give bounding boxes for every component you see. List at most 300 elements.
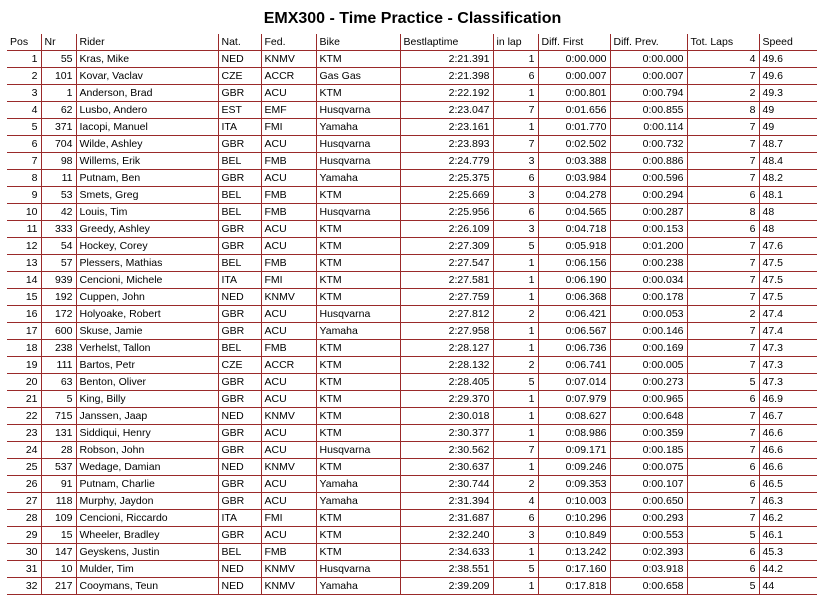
cell-fed: ACCR (261, 68, 316, 85)
cell-bestlaptime: 2:27.958 (400, 323, 493, 340)
cell-bike: Yamaha (316, 476, 400, 493)
cell-diff-prev: 0:00.794 (610, 85, 687, 102)
cell-in-lap: 1 (493, 408, 538, 425)
cell-pos: 1 (7, 51, 41, 68)
cell-pos: 19 (7, 357, 41, 374)
cell-tot-laps: 6 (687, 561, 759, 578)
cell-nr: 131 (41, 425, 76, 442)
cell-in-lap: 1 (493, 272, 538, 289)
table-row (7, 340, 817, 357)
cell-pos: 25 (7, 459, 41, 476)
cell-fed: FMI (261, 510, 316, 527)
cell-bestlaptime: 2:27.547 (400, 255, 493, 272)
cell-rider: Wheeler, Bradley (76, 527, 218, 544)
cell-bike: KTM (316, 357, 400, 374)
cell-speed: 46.9 (759, 391, 817, 408)
table-row (7, 289, 817, 306)
cell-bike: KTM (316, 85, 400, 102)
table-row (7, 221, 817, 238)
cell-diff-prev: 0:00.293 (610, 510, 687, 527)
cell-diff-first: 0:00.000 (538, 51, 610, 68)
cell-speed: 47.5 (759, 289, 817, 306)
cell-bike: Husqvarna (316, 442, 400, 459)
cell-speed: 47.3 (759, 340, 817, 357)
cell-diff-first: 0:08.627 (538, 408, 610, 425)
cell-tot-laps: 7 (687, 68, 759, 85)
page-title: EMX300 - Time Practice - Classification (263, 10, 562, 27)
cell-nr: 704 (41, 136, 76, 153)
cell-nr: 11 (41, 170, 76, 187)
cell-speed: 49 (759, 102, 817, 119)
table-row (7, 306, 817, 323)
table-row (7, 323, 817, 340)
cell-pos: 8 (7, 170, 41, 187)
cell-speed: 47.4 (759, 306, 817, 323)
cell-pos: 32 (7, 578, 41, 595)
cell-rider: Janssen, Jaap (76, 408, 218, 425)
column-header-pos: Pos (7, 34, 41, 51)
cell-diff-first: 0:04.565 (538, 204, 610, 221)
cell-in-lap: 5 (493, 238, 538, 255)
cell-diff-prev: 0:00.034 (610, 272, 687, 289)
cell-nr: 54 (41, 238, 76, 255)
cell-rider: Wilde, Ashley (76, 136, 218, 153)
cell-rider: Holyoake, Robert (76, 306, 218, 323)
cell-nr: 939 (41, 272, 76, 289)
cell-diff-prev: 0:00.273 (610, 374, 687, 391)
column-header-bestlaptime: Bestlaptime (400, 34, 493, 51)
cell-diff-first: 0:07.014 (538, 374, 610, 391)
cell-nr: 715 (41, 408, 76, 425)
cell-bike: Husqvarna (316, 306, 400, 323)
cell-tot-laps: 7 (687, 493, 759, 510)
cell-in-lap: 2 (493, 476, 538, 493)
cell-rider: Putnam, Ben (76, 170, 218, 187)
cell-bike: KTM (316, 425, 400, 442)
cell-diff-prev: 0:00.287 (610, 204, 687, 221)
cell-diff-prev: 0:00.855 (610, 102, 687, 119)
cell-rider: King, Billy (76, 391, 218, 408)
cell-nat: GBR (218, 442, 261, 459)
cell-bestlaptime: 2:21.398 (400, 68, 493, 85)
cell-bike: Husqvarna (316, 204, 400, 221)
table-row (7, 561, 817, 578)
cell-rider: Kovar, Vaclav (76, 68, 218, 85)
cell-nr: 15 (41, 527, 76, 544)
cell-diff-first: 0:06.368 (538, 289, 610, 306)
cell-bike: KTM (316, 527, 400, 544)
cell-tot-laps: 7 (687, 340, 759, 357)
cell-diff-prev: 0:00.238 (610, 255, 687, 272)
cell-in-lap: 7 (493, 136, 538, 153)
cell-diff-first: 0:05.918 (538, 238, 610, 255)
cell-in-lap: 7 (493, 102, 538, 119)
cell-nat: GBR (218, 391, 261, 408)
cell-bestlaptime: 2:27.759 (400, 289, 493, 306)
cell-nr: 91 (41, 476, 76, 493)
cell-nr: 10 (41, 561, 76, 578)
cell-pos: 29 (7, 527, 41, 544)
cell-rider: Louis, Tim (76, 204, 218, 221)
cell-rider: Lusbo, Andero (76, 102, 218, 119)
cell-bestlaptime: 2:28.127 (400, 340, 493, 357)
cell-pos: 6 (7, 136, 41, 153)
cell-tot-laps: 7 (687, 357, 759, 374)
cell-nr: 600 (41, 323, 76, 340)
cell-fed: ACU (261, 170, 316, 187)
cell-rider: Willems, Erik (76, 153, 218, 170)
cell-speed: 47.5 (759, 272, 817, 289)
table-row (7, 578, 817, 595)
cell-tot-laps: 5 (687, 527, 759, 544)
cell-rider: Cencioni, Riccardo (76, 510, 218, 527)
cell-diff-prev: 0:00.169 (610, 340, 687, 357)
cell-diff-first: 0:03.984 (538, 170, 610, 187)
cell-tot-laps: 7 (687, 119, 759, 136)
cell-nr: 537 (41, 459, 76, 476)
cell-diff-first: 0:01.770 (538, 119, 610, 136)
cell-in-lap: 4 (493, 493, 538, 510)
cell-fed: KNMV (261, 408, 316, 425)
cell-diff-first: 0:06.736 (538, 340, 610, 357)
cell-speed: 49.6 (759, 51, 817, 68)
cell-nr: 111 (41, 357, 76, 374)
cell-bestlaptime: 2:30.744 (400, 476, 493, 493)
cell-in-lap: 1 (493, 578, 538, 595)
cell-speed: 49 (759, 119, 817, 136)
cell-diff-prev: 0:00.053 (610, 306, 687, 323)
column-header-rider: Rider (76, 34, 218, 51)
cell-diff-first: 0:03.388 (538, 153, 610, 170)
cell-in-lap: 1 (493, 340, 538, 357)
cell-speed: 48.7 (759, 136, 817, 153)
cell-nr: 147 (41, 544, 76, 561)
table-row (7, 408, 817, 425)
cell-pos: 11 (7, 221, 41, 238)
cell-nr: 101 (41, 68, 76, 85)
cell-bestlaptime: 2:30.637 (400, 459, 493, 476)
cell-diff-prev: 0:00.658 (610, 578, 687, 595)
cell-bestlaptime: 2:28.132 (400, 357, 493, 374)
cell-nr: 5 (41, 391, 76, 408)
cell-pos: 17 (7, 323, 41, 340)
cell-nat: GBR (218, 221, 261, 238)
cell-pos: 26 (7, 476, 41, 493)
cell-fed: FMI (261, 119, 316, 136)
cell-nr: 118 (41, 493, 76, 510)
cell-nr: 238 (41, 340, 76, 357)
classification-table (7, 34, 817, 595)
cell-diff-first: 0:17.160 (538, 561, 610, 578)
cell-pos: 16 (7, 306, 41, 323)
cell-fed: EMF (261, 102, 316, 119)
table-header-row (7, 34, 817, 51)
cell-diff-prev: 0:00.146 (610, 323, 687, 340)
cell-bestlaptime: 2:31.394 (400, 493, 493, 510)
table-row (7, 136, 817, 153)
cell-diff-prev: 0:00.007 (610, 68, 687, 85)
cell-rider: Iacopi, Manuel (76, 119, 218, 136)
cell-speed: 48.2 (759, 170, 817, 187)
cell-diff-prev: 0:00.294 (610, 187, 687, 204)
cell-nr: 109 (41, 510, 76, 527)
cell-bike: KTM (316, 374, 400, 391)
cell-nat: GBR (218, 85, 261, 102)
table-row (7, 459, 817, 476)
cell-rider: Siddiqui, Henry (76, 425, 218, 442)
cell-bike: KTM (316, 510, 400, 527)
cell-nat: BEL (218, 187, 261, 204)
cell-pos: 21 (7, 391, 41, 408)
cell-nr: 172 (41, 306, 76, 323)
cell-rider: Smets, Greg (76, 187, 218, 204)
cell-diff-first: 0:00.007 (538, 68, 610, 85)
cell-nat: GBR (218, 170, 261, 187)
cell-diff-first: 0:07.979 (538, 391, 610, 408)
cell-tot-laps: 7 (687, 510, 759, 527)
cell-rider: Geyskens, Justin (76, 544, 218, 561)
cell-diff-prev: 0:00.005 (610, 357, 687, 374)
cell-speed: 47.3 (759, 357, 817, 374)
cell-diff-first: 0:04.718 (538, 221, 610, 238)
cell-fed: ACU (261, 374, 316, 391)
cell-tot-laps: 8 (687, 102, 759, 119)
cell-tot-laps: 6 (687, 544, 759, 561)
cell-bestlaptime: 2:25.375 (400, 170, 493, 187)
cell-nr: 53 (41, 187, 76, 204)
cell-in-lap: 1 (493, 459, 538, 476)
cell-in-lap: 6 (493, 170, 538, 187)
cell-pos: 22 (7, 408, 41, 425)
cell-nat: NED (218, 561, 261, 578)
cell-in-lap: 3 (493, 527, 538, 544)
column-header-in-lap: in lap (493, 34, 538, 51)
cell-bike: Husqvarna (316, 136, 400, 153)
cell-in-lap: 1 (493, 323, 538, 340)
table-body (7, 51, 817, 595)
cell-bike: Yamaha (316, 323, 400, 340)
table-row (7, 204, 817, 221)
cell-diff-first: 0:13.242 (538, 544, 610, 561)
cell-speed: 46.2 (759, 510, 817, 527)
cell-diff-prev: 0:00.732 (610, 136, 687, 153)
cell-rider: Kras, Mike (76, 51, 218, 68)
cell-nat: GBR (218, 493, 261, 510)
cell-bestlaptime: 2:22.192 (400, 85, 493, 102)
cell-bike: Yamaha (316, 493, 400, 510)
cell-in-lap: 5 (493, 561, 538, 578)
cell-in-lap: 2 (493, 357, 538, 374)
column-header-fed: Fed. (261, 34, 316, 51)
cell-bestlaptime: 2:29.370 (400, 391, 493, 408)
cell-bestlaptime: 2:21.391 (400, 51, 493, 68)
cell-tot-laps: 6 (687, 187, 759, 204)
cell-fed: ACCR (261, 357, 316, 374)
cell-tot-laps: 7 (687, 442, 759, 459)
cell-fed: FMB (261, 187, 316, 204)
cell-nat: ITA (218, 272, 261, 289)
cell-in-lap: 1 (493, 391, 538, 408)
cell-diff-prev: 0:00.178 (610, 289, 687, 306)
cell-fed: FMB (261, 255, 316, 272)
cell-nat: BEL (218, 204, 261, 221)
cell-diff-prev: 0:00.153 (610, 221, 687, 238)
cell-bike: Yamaha (316, 170, 400, 187)
cell-tot-laps: 7 (687, 289, 759, 306)
cell-nat: GBR (218, 136, 261, 153)
cell-rider: Greedy, Ashley (76, 221, 218, 238)
cell-nat: GBR (218, 306, 261, 323)
cell-tot-laps: 2 (687, 85, 759, 102)
cell-in-lap: 7 (493, 442, 538, 459)
table-row (7, 493, 817, 510)
cell-speed: 47.4 (759, 323, 817, 340)
cell-diff-first: 0:08.986 (538, 425, 610, 442)
cell-bestlaptime: 2:23.047 (400, 102, 493, 119)
cell-pos: 27 (7, 493, 41, 510)
table-row (7, 527, 817, 544)
table-row (7, 170, 817, 187)
cell-rider: Cooymans, Teun (76, 578, 218, 595)
table-row (7, 544, 817, 561)
cell-speed: 45.3 (759, 544, 817, 561)
cell-tot-laps: 7 (687, 238, 759, 255)
table-row (7, 119, 817, 136)
cell-diff-first: 0:09.353 (538, 476, 610, 493)
cell-nat: ITA (218, 119, 261, 136)
cell-bestlaptime: 2:24.779 (400, 153, 493, 170)
cell-bike: KTM (316, 187, 400, 204)
cell-in-lap: 1 (493, 289, 538, 306)
cell-pos: 7 (7, 153, 41, 170)
cell-bestlaptime: 2:23.161 (400, 119, 493, 136)
cell-pos: 31 (7, 561, 41, 578)
cell-bike: KTM (316, 408, 400, 425)
cell-speed: 46.7 (759, 408, 817, 425)
cell-nat: NED (218, 51, 261, 68)
cell-in-lap: 6 (493, 204, 538, 221)
cell-tot-laps: 7 (687, 255, 759, 272)
cell-diff-first: 0:06.421 (538, 306, 610, 323)
cell-in-lap: 3 (493, 187, 538, 204)
table-row (7, 255, 817, 272)
cell-bestlaptime: 2:31.687 (400, 510, 493, 527)
cell-speed: 47.3 (759, 374, 817, 391)
cell-rider: Robson, John (76, 442, 218, 459)
cell-diff-prev: 0:00.886 (610, 153, 687, 170)
cell-pos: 12 (7, 238, 41, 255)
cell-in-lap: 6 (493, 510, 538, 527)
cell-nr: 42 (41, 204, 76, 221)
cell-fed: ACU (261, 476, 316, 493)
cell-in-lap: 2 (493, 306, 538, 323)
cell-tot-laps: 6 (687, 391, 759, 408)
cell-nat: NED (218, 408, 261, 425)
table-row (7, 85, 817, 102)
cell-in-lap: 5 (493, 374, 538, 391)
cell-fed: ACU (261, 85, 316, 102)
cell-diff-prev: 0:00.596 (610, 170, 687, 187)
cell-diff-first: 0:10.296 (538, 510, 610, 527)
cell-bike: KTM (316, 221, 400, 238)
cell-diff-first: 0:00.801 (538, 85, 610, 102)
cell-rider: Murphy, Jaydon (76, 493, 218, 510)
table-row (7, 442, 817, 459)
cell-fed: ACU (261, 306, 316, 323)
cell-pos: 4 (7, 102, 41, 119)
cell-diff-prev: 0:00.075 (610, 459, 687, 476)
cell-pos: 23 (7, 425, 41, 442)
cell-tot-laps: 7 (687, 153, 759, 170)
cell-fed: KNMV (261, 459, 316, 476)
cell-in-lap: 1 (493, 51, 538, 68)
cell-pos: 13 (7, 255, 41, 272)
cell-fed: ACU (261, 238, 316, 255)
cell-diff-prev: 0:00.000 (610, 51, 687, 68)
table-row (7, 187, 817, 204)
column-header-tot-laps: Tot. Laps (687, 34, 759, 51)
cell-nat: BEL (218, 340, 261, 357)
table-row (7, 425, 817, 442)
cell-nat: GBR (218, 527, 261, 544)
cell-nat: GBR (218, 323, 261, 340)
cell-rider: Verhelst, Tallon (76, 340, 218, 357)
cell-speed: 46.6 (759, 459, 817, 476)
column-header-bike: Bike (316, 34, 400, 51)
column-header-nat: Nat. (218, 34, 261, 51)
cell-pos: 14 (7, 272, 41, 289)
cell-nat: NED (218, 459, 261, 476)
cell-speed: 46.1 (759, 527, 817, 544)
cell-bike: KTM (316, 391, 400, 408)
cell-nat: BEL (218, 255, 261, 272)
cell-pos: 2 (7, 68, 41, 85)
cell-rider: Cuppen, John (76, 289, 218, 306)
cell-fed: FMB (261, 544, 316, 561)
cell-in-lap: 1 (493, 85, 538, 102)
cell-pos: 10 (7, 204, 41, 221)
cell-diff-prev: 0:01.200 (610, 238, 687, 255)
cell-tot-laps: 4 (687, 51, 759, 68)
cell-bike: KTM (316, 255, 400, 272)
cell-diff-first: 0:06.156 (538, 255, 610, 272)
cell-tot-laps: 7 (687, 323, 759, 340)
cell-nat: CZE (218, 357, 261, 374)
cell-diff-prev: 0:03.918 (610, 561, 687, 578)
cell-diff-first: 0:02.502 (538, 136, 610, 153)
cell-fed: ACU (261, 527, 316, 544)
cell-nr: 1 (41, 85, 76, 102)
cell-in-lap: 6 (493, 68, 538, 85)
column-header-diff-prev: Diff. Prev. (610, 34, 687, 51)
cell-speed: 48.1 (759, 187, 817, 204)
column-header-nr: Nr (41, 34, 76, 51)
cell-rider: Cencioni, Michele (76, 272, 218, 289)
cell-pos: 3 (7, 85, 41, 102)
cell-bestlaptime: 2:32.240 (400, 527, 493, 544)
cell-speed: 49.3 (759, 85, 817, 102)
cell-nat: NED (218, 578, 261, 595)
cell-fed: ACU (261, 493, 316, 510)
cell-tot-laps: 7 (687, 425, 759, 442)
cell-pos: 24 (7, 442, 41, 459)
cell-bestlaptime: 2:25.956 (400, 204, 493, 221)
cell-bestlaptime: 2:30.562 (400, 442, 493, 459)
cell-bestlaptime: 2:34.633 (400, 544, 493, 561)
cell-fed: KNMV (261, 578, 316, 595)
cell-tot-laps: 6 (687, 459, 759, 476)
cell-nr: 63 (41, 374, 76, 391)
